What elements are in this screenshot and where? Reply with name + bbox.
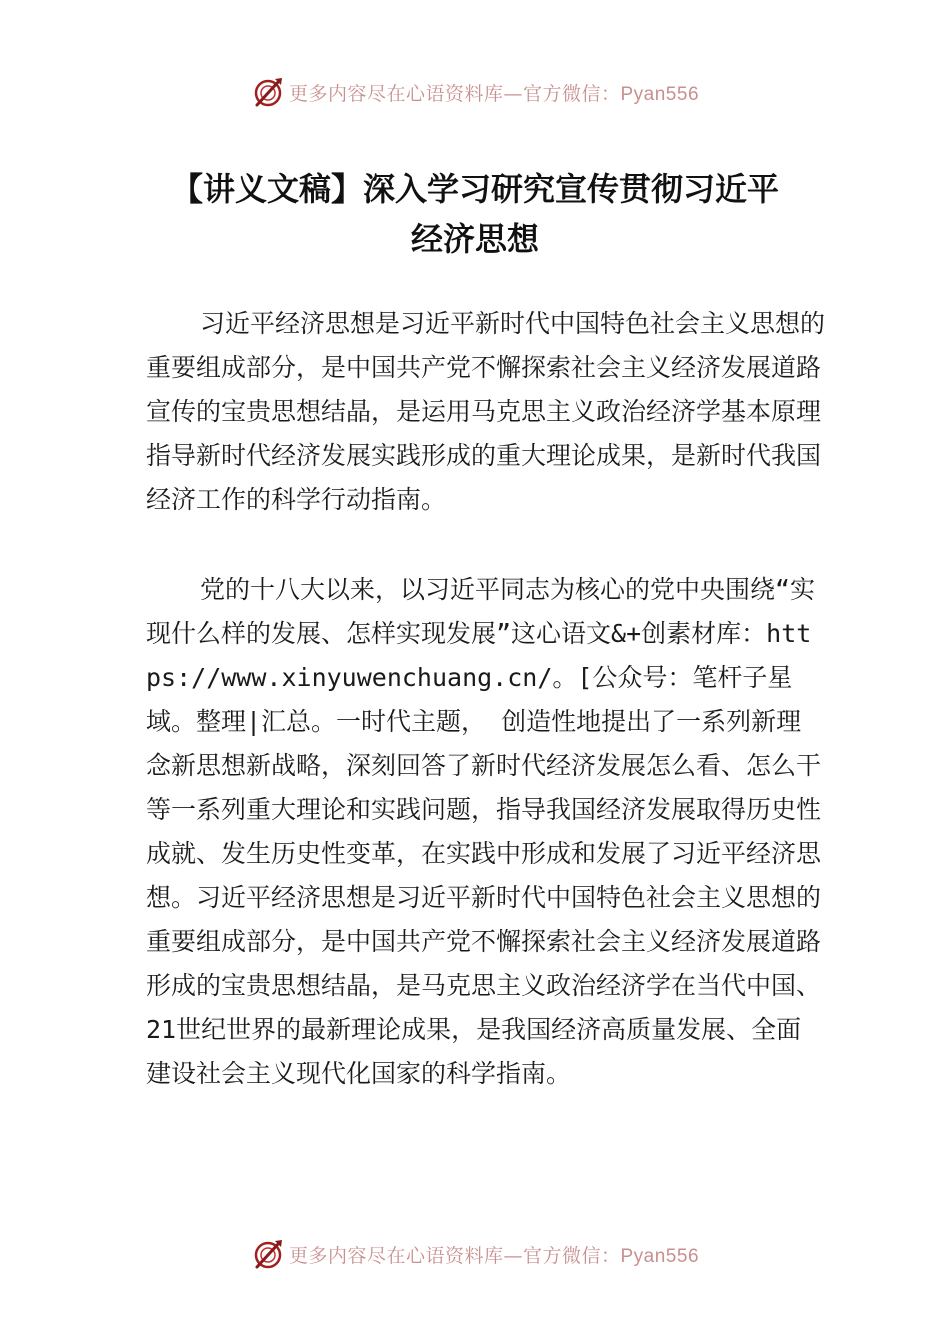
watermark-id: Pyan556 <box>620 83 700 105</box>
header-watermark <box>0 70 950 114</box>
watermark-id: Pyan556 <box>620 1245 700 1267</box>
footer-watermark <box>0 1232 950 1276</box>
paragraph-2: 党的十八大以来，以习近平同志为核心的党中央围绕“实现什么样的发展、怎样实现发展”这心语文&+创素材库：https://www.xinyuwenchuang.cn/。[公众号：笔杆子星域。整理|汇总。一时代主题， 创造性地提出了一系列新理念新思想新战略，深刻回答了新时代经济发展怎么看、怎么干等一系列重大理论和实践问题，指导我国经济发展取得历史性成就、发生历史性变革，在实践中形成和发展了习近平经济思想。习近平经济思想是习近平新时代中国特色社会主义思想的重要组成部分，是中国共产党不懈探索社会主义经济发展道路形成的宝贵思想结晶，是马克思主义政治经济学在当代中国、21世纪世界的最新理论成果，是我国经济高质量发展、全面建设社会主义现代化国家的科学指南。 <box>146 575 822 1088</box>
document-title <box>80 164 870 264</box>
paragraph-1: 习近平经济思想是习近平新时代中国特色社会主义思想的重要组成部分，是中国共产党不懈探索社会主义经济发展道路宣传的宝贵思想结晶，是运用马克思主义政治经济学基本原理指导新时代经济发展实践形成的重大理论成果，是新时代我国经济工作的科学行动指南。 <box>146 309 826 514</box>
watermark-text: 更多内容尽在心语资料库—官方微信：Pyan556 <box>288 82 700 105</box>
watermark-text: 更多内容尽在心语资料库—官方微信：Pyan556 <box>288 1244 700 1267</box>
title-line-2: 经济思想 <box>410 220 539 258</box>
pen-logo-icon <box>251 75 285 109</box>
pen-logo-icon <box>251 1237 285 1271</box>
title-line-1: 【讲义文稿】深入学习研究宣传贯彻习近平 <box>170 170 779 208</box>
